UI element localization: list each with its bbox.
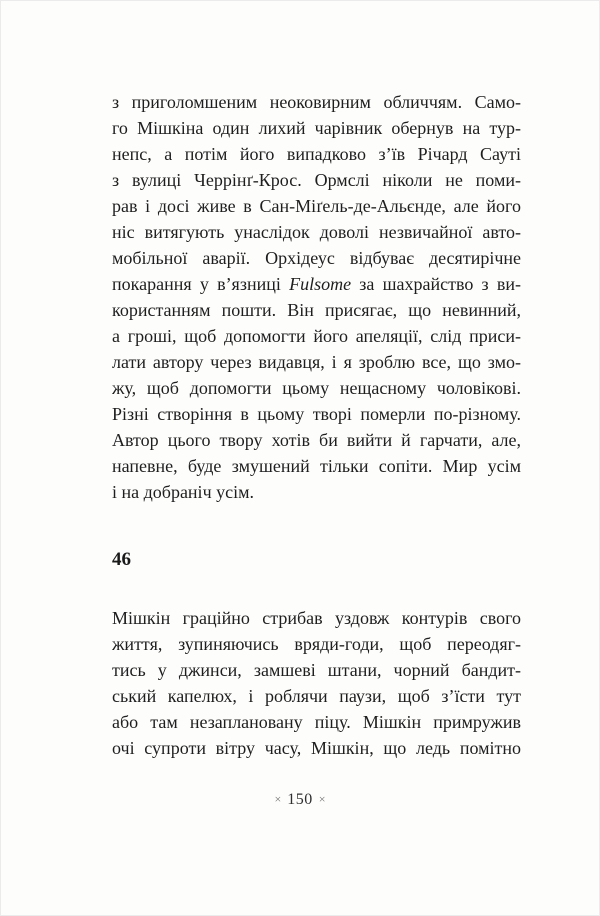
text-line: рав і досі живе в Сан-Міґель-де-Альєнде, але його xyxy=(112,196,521,216)
text-line: лати автору через видавця, і я зроблю все, що змо- xyxy=(112,352,521,372)
text-segment: покарання у в’язниці xyxy=(112,274,281,294)
text-line: тись у джинси, замшеві штани, чорний бандит- xyxy=(112,660,521,680)
text-line: го Мішкіна один лихий чарівник обернув на тур- xyxy=(112,118,521,138)
text-line-with-italic xyxy=(112,271,521,297)
chapter-number: 46 xyxy=(112,549,131,570)
page-number: 150 xyxy=(287,791,313,808)
text-line: ський капелюх, і роблячи паузи, щоб з’їсти тут xyxy=(112,686,521,706)
text-segment: за шахрайство з ви- xyxy=(359,274,521,294)
text-line: Різні створіння в цьому творі померли по-різному. xyxy=(112,404,521,424)
page-text-block xyxy=(112,89,521,761)
text-line: очі супроти вітру часу, Мішкін, що ледь помітно xyxy=(112,738,521,758)
text-line: напевне, буде змушений тільки сопіти. Мир усім xyxy=(112,456,521,476)
text-line: або там незаплановану піцу. Мішкін примружив xyxy=(112,712,521,732)
text-line-paragraph-end: і на добраніч усім. xyxy=(112,482,254,502)
footer-ornament-right: × xyxy=(318,792,326,806)
text-line: мобільної аварії. Орхідеус відбуває десятирічне xyxy=(112,248,521,268)
text-line: з вулиці Черрінґ-Крос. Ормслі ніколи не поми- xyxy=(112,170,521,190)
text-line: непс, а потім його випадково з’їв Річард Сауті xyxy=(112,144,521,164)
paragraph-chapter-ending xyxy=(112,89,521,505)
italic-word: Fulsome xyxy=(289,274,352,294)
text-line: ніс витягують унаслідок доволі незвичайної авто- xyxy=(112,222,521,242)
page-footer xyxy=(1,791,599,809)
text-line: Автор цього твору хотів би вийти й гарчати, але, xyxy=(112,430,521,450)
text-line: Мішкін граційно стрибав уздовж контурів свого xyxy=(112,608,521,628)
footer-ornament-left: × xyxy=(274,792,282,806)
paragraph-chapter-start xyxy=(112,605,521,761)
text-line: користанням пошти. Він присягає, що невинний, xyxy=(112,300,521,320)
text-line: життя, зупиняючись вряди-годи, щоб переодяг- xyxy=(112,634,521,654)
text-line: з приголомшеним неоковирним обличчям. Само- xyxy=(112,92,521,112)
text-line: а гроші, щоб допомогти його апеляції, слід приси- xyxy=(112,326,521,346)
text-line: жу, щоб допомогти цьому нещасному чоловікові. xyxy=(112,378,521,398)
